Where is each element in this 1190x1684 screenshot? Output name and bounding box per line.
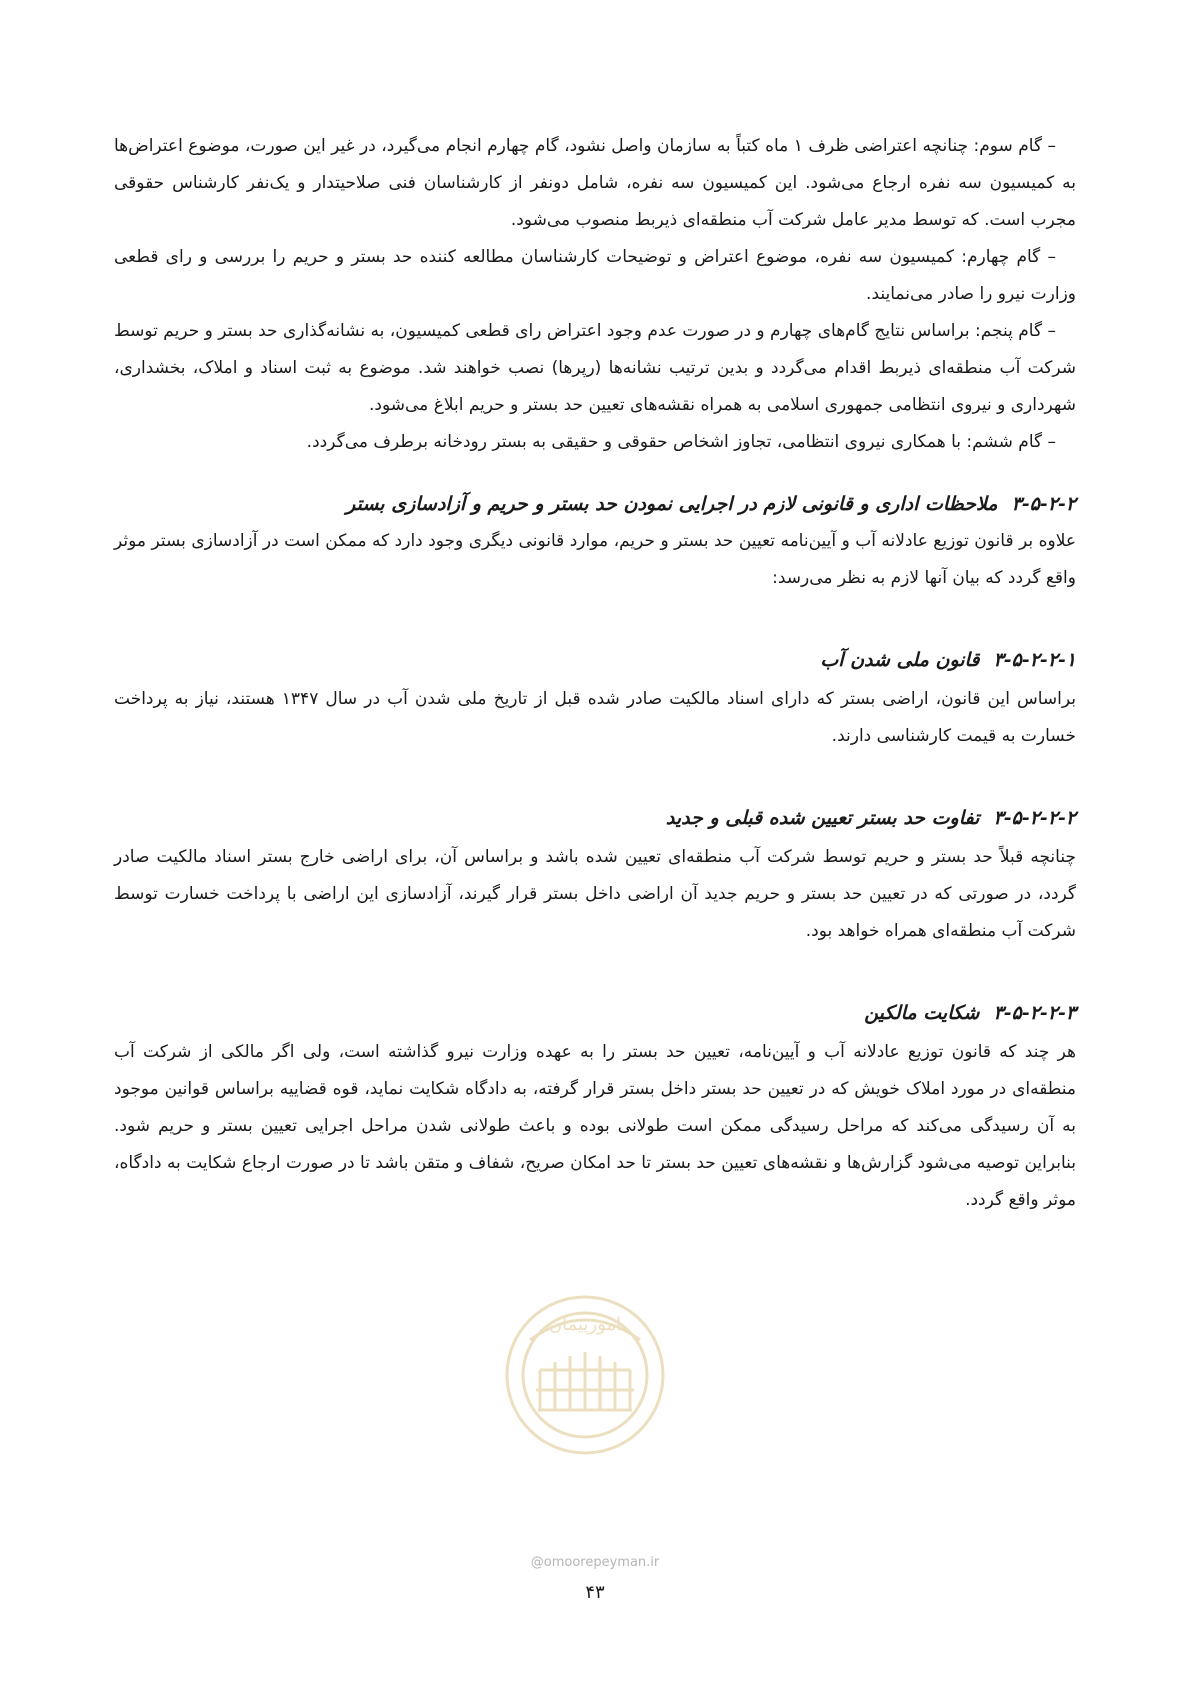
page-number: ۴۳	[585, 1582, 605, 1603]
section-number: ۳-۵-۲-۲	[1011, 493, 1076, 515]
subsection-title: تفاوت حد بستر تعیین شده قبلی و جدید	[665, 807, 980, 829]
subsection-body-2: چنانچه قبلاً حد بستر و حریم توسط شرکت آب منطقه‌ای تعیین شده باشد و براساس آن، برای اراضی خارج بستر اسناد مالکیت صادر گردد، در صورتی که در تعیین حد بستر و حریم جدید آن اراضی داخل بستر قرار گیرند، آزادسازی این اراضی با پرداخت خسارت توسط شرکت آب منطقه‌ای همراه خواهد بود.	[114, 847, 1076, 941]
subsection-number: ۳-۵-۲-۲-۳	[993, 1002, 1076, 1024]
subsection-number: ۳-۵-۲-۲-۲	[993, 807, 1076, 829]
step-five-paragraph: – گام پنجم: براساس نتایج گام‌های چهارم و در صورت عدم وجود اعتراض رای قطعی کمیسیون، به نشانه‌گذاری حد بستر و حریم توسط شرکت آب منطقه‌ای ذیربط اقدام می‌گردد و بدین ترتیب نشانه‌ها (رپرها) نصب خواهند شد. موضوع به ثبت اسناد و املاک، بخشداری، شهرداری و نیروی انتظامی جمهوری اسلامی به همراه نقشه‌های تعیین حد بستر و حریم ابلاغ می‌شود.	[114, 321, 1076, 415]
subsection-body-3: هر چند که قانون توزیع عادلانه آب و آیین‌نامه، تعیین حد بستر را به عهده وزارت نیرو گذاشته است، ولی اگر مالکی از شرکت آب منطقه‌ای در مورد املاک خویش که در تعیین حد بستر داخل بستر قرار گرفته، به دادگاه شکایت نماید، قوه قضاییه براساس قوانین موجود به آن رسیدگی می‌کند که مراحل رسیدگی ممکن است طولانی بوده و باعث طولانی شدن مراحل اجرایی تعیین بستر و حریم شود. بنابراین توصیه می‌شود گزارش‌ها و نقشه‌های تعیین حد بستر تا حد امکان صریح، شفاف و متقن باشد تا در صورت ارجاع شکایت به دادگاه، موثر واقع گردد.	[114, 1042, 1076, 1210]
subsection-heading-2	[114, 803, 1076, 833]
watermark-site: @omoorepeyman.ir	[530, 1555, 660, 1570]
watermark-logo	[500, 1290, 670, 1460]
subsection-title: شکایت مالکین	[864, 1002, 980, 1024]
subsection-heading-3	[114, 998, 1076, 1028]
section-body: علاوه بر قانون توزیع عادلانه آب و آیین‌نامه تعیین حد بستر و حریم، موارد قانونی دیگری وجود دارد که ممکن است در آزادسازی بستر موثر واقع گردد که بیان آنها لازم به نظر می‌رسد:	[114, 531, 1076, 588]
subsection-body-1: براساس این قانون، اراضی بستر که دارای اسناد مالکیت صادر شده قبل از تاریخ ملی شدن آب در سال ۱۳۴۷ هستند، نیاز به پرداخت خسارت به قیمت کارشناسی دارند.	[114, 689, 1076, 746]
step-three-paragraph: – گام سوم: چنانچه اعتراضی ظرف ۱ ماه کتباً به سازمان واصل نشود، گام چهارم انجام می‌گیرد، در غیر این صورت، موضوع اعتراض‌ها به کمیسیون سه نفره ارجاع می‌شود. این کمیسیون سه نفره، شامل دونفر از کارشناسان فنی صلاحیتدار و یک‌نفر کارشناس حقوقی مجرب است. که توسط مدیر عامل شرکت آب منطقه‌ای ذیربط منصوب می‌شود.	[114, 136, 1076, 230]
subsection-heading-1	[114, 645, 1076, 675]
subsection-title: قانون ملی شدن آب	[820, 649, 980, 671]
subsection-number: ۳-۵-۲-۲-۱	[993, 649, 1076, 671]
section-heading	[114, 489, 1076, 519]
page-body	[114, 128, 1076, 1219]
step-four-paragraph: – گام چهارم: کمیسیون سه نفره، موضوع اعتراض و توضیحات کارشناسان مطالعه کننده حد بستر و حریم را بررسی و رای قطعی وزارت نیرو را صادر می‌نمایند.	[114, 247, 1076, 304]
watermark-logo-text: امورپیمان	[548, 1314, 622, 1335]
section-title: ملاحظات اداری و قانونی لازم در اجرایی نمودن حد بستر و حریم و آزادسازی بستر	[346, 493, 998, 515]
step-six-paragraph: – گام ششم: با همکاری نیروی انتظامی، تجاوز اشخاص حقوقی و حقیقی به بستر رودخانه برطرف می‌گردد.	[306, 432, 1056, 452]
